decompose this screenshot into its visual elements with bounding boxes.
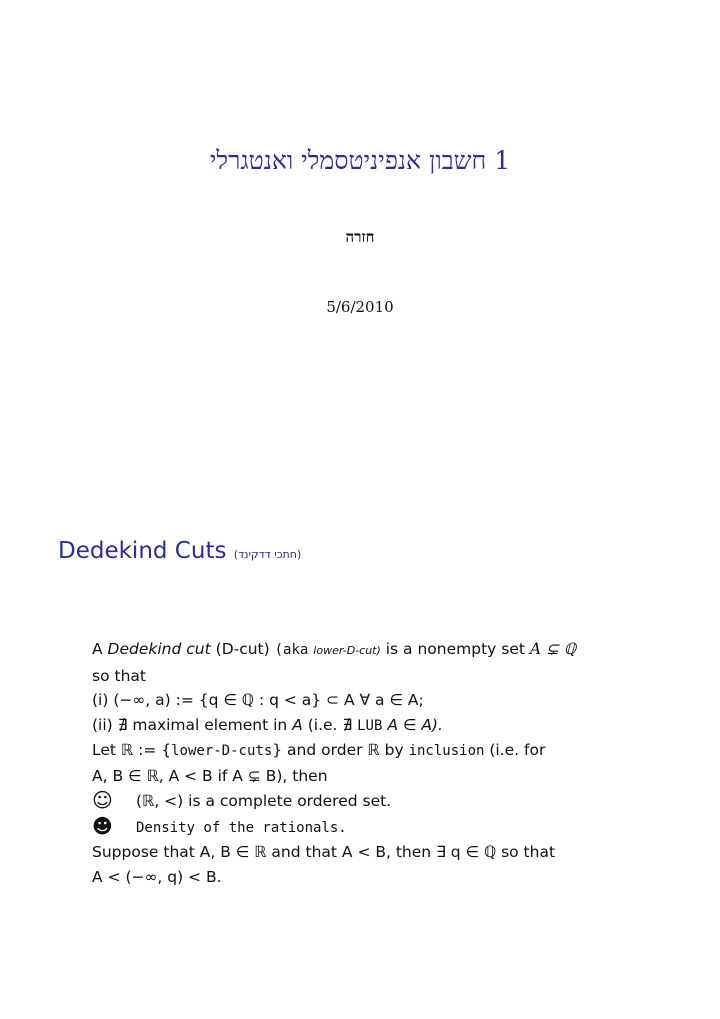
- density-heading: Density of the rationals.: [136, 819, 347, 836]
- text: Let ℝ := {: [92, 741, 172, 759]
- body-line-1: [92, 637, 652, 664]
- body-line-2: so that: [92, 666, 146, 685]
- section-hebrew-note: (חתכי דדקינד): [233, 548, 302, 561]
- term-dedekind-cut: Dedekind cut: [107, 640, 211, 658]
- text: A: [92, 640, 103, 658]
- body-line-4: [92, 713, 652, 739]
- math-expression: A ⊊ ℚ: [529, 640, 577, 658]
- smiley-outline-icon: ☺: [92, 788, 113, 812]
- lub-label: LUB: [357, 717, 383, 734]
- text: (ℝ, <) is a complete ordered set.: [136, 792, 392, 810]
- body-line-6: A, B ∈ ℝ, A < B if A ⊊ B), then: [92, 766, 328, 785]
- body-line-9: Suppose that A, B ∈ ℝ and that A < B, then ∃ q ∈ ℚ so that: [92, 843, 556, 861]
- text: (D-cut): [215, 640, 270, 658]
- page-title: 1 חשבון אנפיניטסמלי ואנטגרלי: [209, 146, 511, 175]
- math-var: A: [292, 715, 303, 734]
- text: } and order ℝ by: [272, 741, 404, 759]
- body-line-10: A < (−∞, q) < B.: [92, 867, 222, 886]
- text: (ii) ∄ maximal element in: [92, 715, 288, 734]
- aka-label: (aka: [274, 642, 309, 658]
- definition-body: [92, 637, 652, 889]
- body-line-7: [92, 788, 652, 814]
- inclusion-label: inclusion: [408, 743, 485, 759]
- section-title: Dedekind Cuts: [58, 538, 227, 564]
- body-line-8: [92, 814, 652, 841]
- text: is a nonempty set: [385, 640, 525, 658]
- section-heading: [58, 538, 301, 564]
- body-line-3: (i) (−∞, a) := {q ∈ ℚ : q < a} ⊂ A ∀ a ∈ A;: [92, 691, 424, 709]
- lower-d-cuts-label: lower-D-cuts: [171, 743, 273, 759]
- page-date: 5/6/2010: [326, 298, 394, 316]
- lower-d-cut-label: lower-D-cut): [313, 644, 381, 657]
- smiley-filled-icon: ☻: [92, 813, 113, 838]
- math-expression: A ∈ A).: [387, 715, 443, 734]
- page-subtitle: חזרה: [345, 228, 375, 246]
- text: (i.e. ∄: [307, 715, 353, 734]
- body-line-5: [92, 738, 652, 764]
- text: (i.e. for: [489, 741, 546, 759]
